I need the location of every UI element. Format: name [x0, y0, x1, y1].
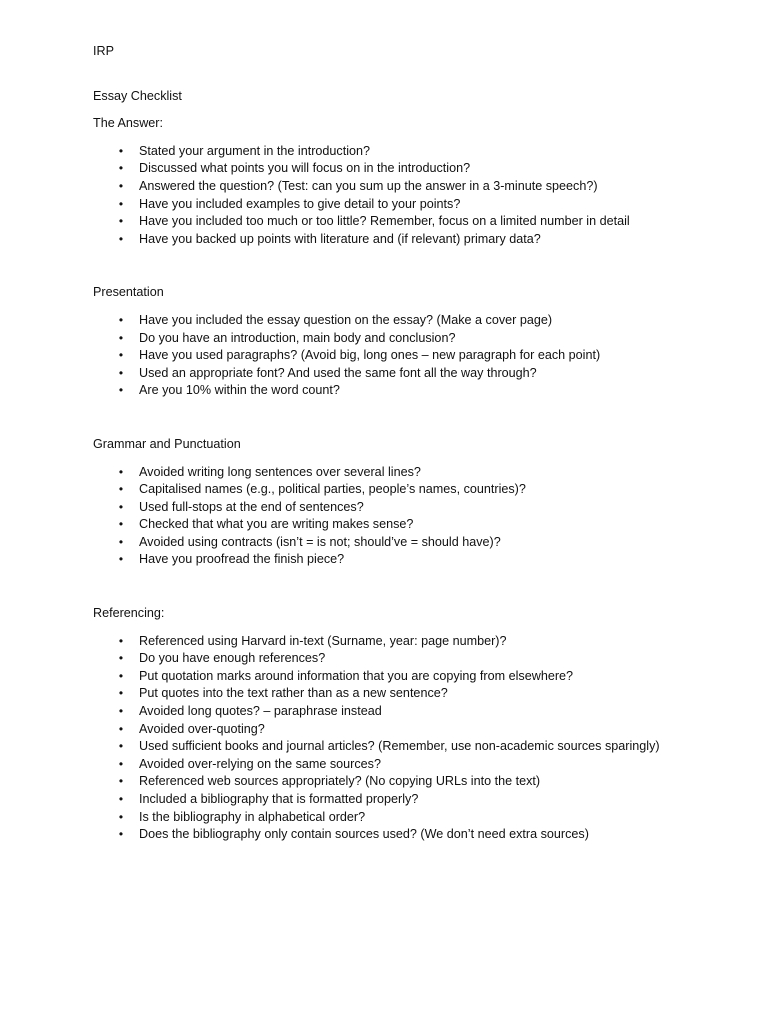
bullet-icon: •: [118, 312, 124, 327]
checklist-item-text: Is the bibliography in alphabetical order?: [139, 809, 366, 824]
checklist-item-text: Have you included examples to give detail to your points?: [139, 196, 461, 211]
bullet-icon: •: [118, 686, 124, 701]
checklist-item: [93, 826, 713, 844]
checklist-item-text: Have you included the essay question on the essay? (Make a cover page): [139, 312, 553, 327]
checklist-item: [93, 178, 713, 196]
checklist-item-text: Referenced using Harvard in-text (Surname, year: page number)?: [139, 633, 507, 648]
bullet-icon: •: [118, 178, 124, 193]
checklist-item-text: Put quotation marks around information that you are copying from elsewhere?: [139, 668, 574, 683]
checklist-item: [93, 213, 713, 231]
checklist-item: [93, 330, 713, 348]
checklist-sections: [93, 115, 713, 844]
checklist-item: [93, 464, 713, 482]
section-heading: Presentation: [93, 285, 164, 300]
checklist-item-text: Used full-stops at the end of sentences?: [139, 499, 364, 514]
bullet-icon: •: [118, 517, 124, 532]
bullet-icon: •: [118, 774, 124, 789]
checklist-item-text: Have you included too much or too little? Remember, focus on a limited number in detail: [139, 214, 630, 229]
checklist-item: [93, 382, 713, 400]
bullet-icon: •: [118, 721, 124, 736]
bullet-icon: •: [118, 651, 124, 666]
bullet-icon: •: [118, 792, 124, 806]
checklist-item-text: Do you have an introduction, main body and conclusion?: [139, 330, 456, 345]
bullet-icon: •: [118, 365, 124, 380]
checklist-item: [93, 231, 713, 249]
checklist: [93, 464, 713, 570]
checklist-item: [93, 365, 713, 383]
checklist-item: [93, 312, 713, 330]
section-heading: The Answer:: [93, 116, 163, 131]
checklist-section: [93, 605, 713, 844]
checklist-item-text: Put quotes into the text rather than as a new sentence?: [139, 686, 448, 701]
section-heading: Grammar and Punctuation: [93, 436, 241, 451]
checklist-item: [93, 499, 713, 517]
bullet-icon: •: [118, 809, 124, 824]
checklist-item: [93, 534, 713, 552]
checklist-item: [93, 481, 713, 499]
checklist-item-text: Avoided over-quoting?: [139, 721, 265, 736]
checklist-item-text: Have you used paragraphs? (Avoid big, long ones – new paragraph for each point): [139, 348, 601, 363]
bullet-icon: •: [118, 704, 124, 719]
checklist-item-text: Avoided using contracts (isn’t = is not; should’ve = should have)?: [139, 534, 501, 549]
checklist-item: [93, 773, 713, 791]
checklist-item-text: Have you backed up points with literature and (if relevant) primary data?: [139, 231, 541, 246]
bullet-icon: •: [118, 668, 124, 683]
bullet-icon: •: [118, 464, 124, 479]
bullet-icon: •: [118, 827, 124, 842]
checklist-item-text: Avoided over-relying on the same sources?: [139, 756, 381, 771]
bullet-icon: •: [118, 143, 124, 158]
bullet-icon: •: [118, 214, 124, 229]
checklist-item: [93, 196, 713, 214]
bullet-icon: •: [118, 534, 124, 549]
checklist-item: [93, 551, 713, 569]
checklist-item: [93, 650, 713, 668]
document-header: IRP: [93, 44, 114, 58]
checklist-item: [93, 143, 713, 161]
bullet-icon: •: [118, 552, 124, 567]
checklist-item-text: Used an appropriate font? And used the same font all the way through?: [139, 365, 537, 380]
bullet-icon: •: [118, 383, 124, 398]
checklist-item-text: Does the bibliography only contain sources used? (We don’t need extra sources): [139, 827, 589, 842]
document-page: [93, 43, 713, 880]
checklist-section: [93, 115, 713, 248]
checklist-item-text: Answered the question? (Test: can you sum up the answer in a 3-minute speech?): [139, 178, 598, 193]
checklist-item-text: Stated your argument in the introduction?: [139, 143, 371, 158]
checklist-item: [93, 516, 713, 534]
bullet-icon: •: [118, 330, 124, 345]
bullet-icon: •: [118, 231, 124, 246]
checklist-item: [93, 703, 713, 721]
checklist-item: [93, 347, 713, 365]
bullet-icon: •: [118, 499, 124, 514]
checklist-item-text: Are you 10% within the word count?: [139, 383, 340, 398]
checklist-item-text: Checked that what you are writing makes sense?: [139, 517, 414, 532]
checklist-item-text: Included a bibliography that is formatted properly?: [139, 792, 419, 806]
checklist: [93, 633, 713, 844]
checklist-item: [93, 756, 713, 774]
checklist: [93, 143, 713, 249]
bullet-icon: •: [118, 739, 124, 754]
checklist-item-text: Avoided long quotes? – paraphrase instead: [139, 704, 382, 719]
bullet-icon: •: [118, 196, 124, 211]
checklist-item-text: Discussed what points you will focus on in the introduction?: [139, 161, 471, 176]
checklist-item-text: Have you proofread the finish piece?: [139, 552, 345, 567]
checklist-section: [93, 436, 713, 569]
checklist-item: [93, 738, 713, 756]
section-heading: Referencing:: [93, 606, 165, 621]
bullet-icon: •: [118, 756, 124, 771]
checklist-item-text: Do you have enough references?: [139, 651, 326, 666]
bullet-icon: •: [118, 633, 124, 648]
checklist-item: [93, 809, 713, 827]
checklist-item: [93, 633, 713, 651]
checklist: [93, 312, 713, 400]
checklist-item: [93, 721, 713, 739]
checklist-item: [93, 791, 713, 809]
document-title: Essay Checklist: [93, 88, 182, 103]
checklist-item-text: Used sufficient books and journal articles? (Remember, use non-academic sources sparingly): [139, 739, 660, 754]
checklist-item-text: Capitalised names (e.g., political parties, people’s names, countries)?: [139, 482, 526, 497]
checklist-section: [93, 284, 713, 400]
checklist-item-text: Referenced web sources appropriately? (No copying URLs into the text): [139, 774, 541, 789]
checklist-item-text: Avoided writing long sentences over several lines?: [139, 464, 421, 479]
checklist-item: [93, 685, 713, 703]
bullet-icon: •: [118, 348, 124, 363]
bullet-icon: •: [118, 482, 124, 497]
checklist-item: [93, 160, 713, 178]
checklist-item: [93, 668, 713, 686]
bullet-icon: •: [118, 161, 124, 176]
